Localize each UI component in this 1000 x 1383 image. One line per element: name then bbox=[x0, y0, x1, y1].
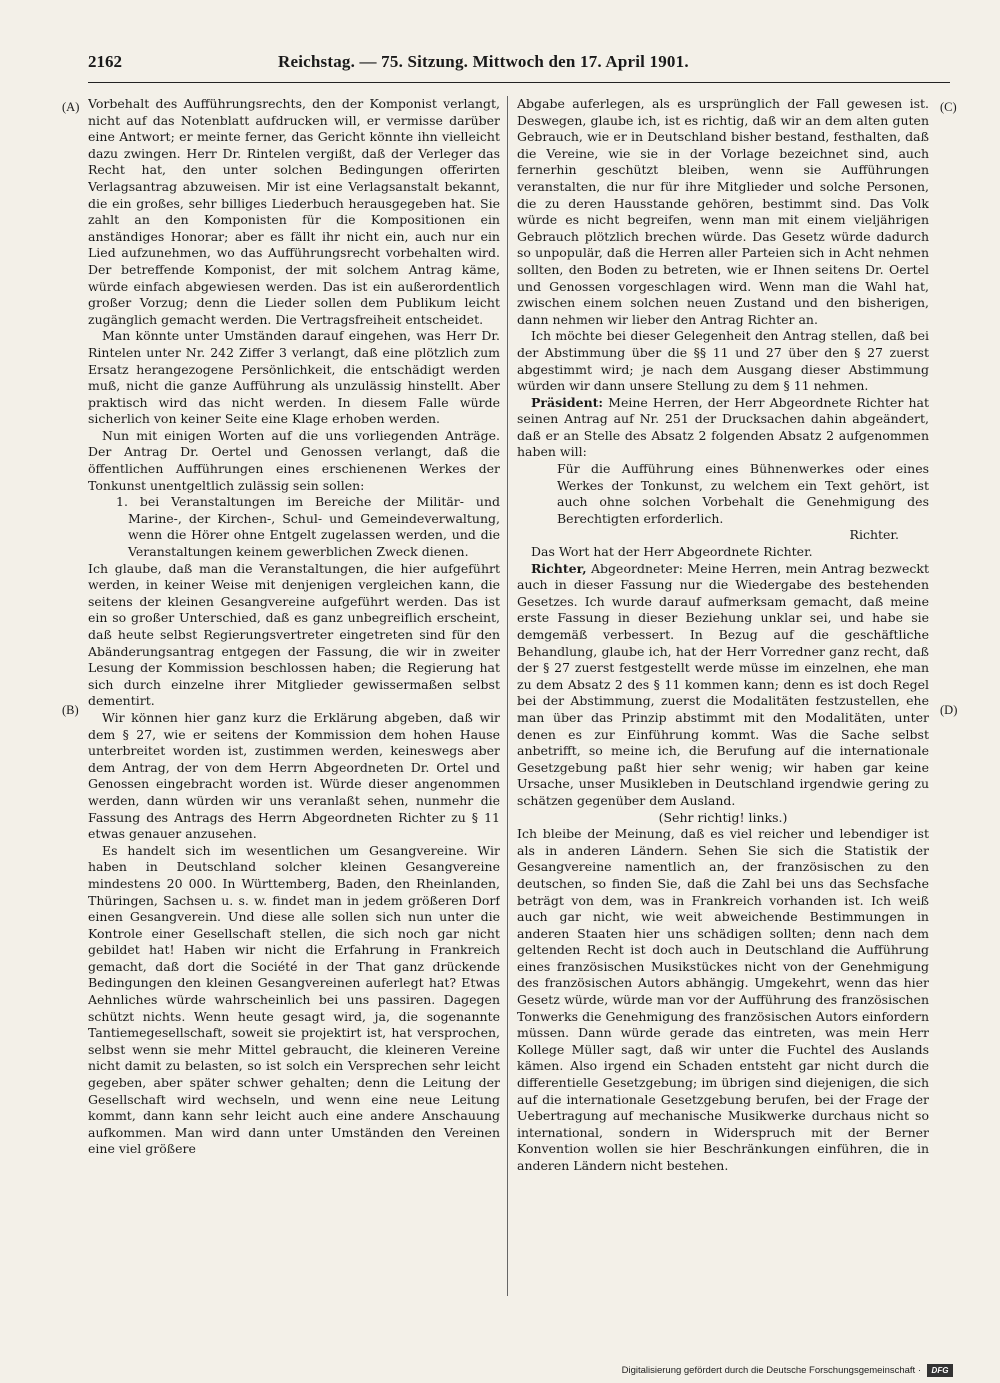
speaker-richter: Richter, bbox=[531, 560, 587, 576]
page-number: 2162 bbox=[88, 52, 122, 71]
president-statement bbox=[517, 395, 929, 461]
page-header bbox=[88, 52, 950, 83]
paragraph: Abgabe auferlegen, als es ursprünglich der Fall gewesen ist. Deswegen, glaube ich, ist es richtig, daß wir an dem alten guten Gebrauch, wie er in Deutschland bisher bestand, festhalten, daß die Vereine, wie sie in der Vorlage bezeichnet sind, auch fernerhin geschützt bleiben, wenn sie Aufführungen veranstalten, die nur für ihre Mitglieder und solche Personen, die zu deren Hausstande gehören, bestimmt sind. Das Volk würde es nicht begreifen, wenn man mit einem vieljährigen Gebrauch plötzlich brechen würde. Das Gesetz würde dadurch so unpopulär, daß die Herren aller Parteien sich in Acht nehmen sollten, den Boden zu betreten, wie er Ihnen seitens Dr. Oertel und Genossen vorgeschlagen wird. Wenn man die Wahl hat, zwischen einem solchen neuen Zustand und den bisherigen, dann nehmen wir lieber den Antrag Richter an. bbox=[517, 96, 929, 327]
paragraph: Vorbehalt des Aufführungsrechts, den der Komponist verlangt, nicht auf das Notenblatt aufdrucken will, er vermisse darüber eine Antwort; er meinte ferner, das Gericht könnte ihn vielleicht dazu zwingen. Herr Dr. Rintelen vergißt, daß der Verleger das Recht hat, den unter solchen Bedingungen offerirten Verlagsantrag abzuweisen. Mir ist eine Verlagsanstalt bekannt, die ein großes, sehr billiges Liederbuch herausgegeben hat. Sie zahlt an den Komponisten für die Kompositionen ein anständiges Honorar; aber es fällt ihr nicht ein, auch nur ein Lied aufzunehmen, wo das Aufführungsrecht vorbehalten wird. Der betreffende Komponist, der mit solchem Antrag käme, würde einfach abgewiesen werden. Das ist ein außerordentlich großer Vorzug; denn die Lieder sollen dem Publikum leicht zugänglich gemacht werden. Die Vertragsfreiheit entscheidet. bbox=[88, 96, 500, 327]
margin-marker-b: (B) bbox=[62, 703, 79, 717]
right-column bbox=[517, 96, 929, 1296]
margin-marker-d: (D) bbox=[940, 703, 958, 717]
paragraph: Man könnte unter Umständen darauf eingehen, was Herr Dr. Rintelen unter Nr. 242 Ziffer 3 verlangt, daß eine plötzlich zum Ersatz herangezogene Persönlichkeit, die entschädigt werden muß, nicht die ganze Aufführung als unzulässig hinstellt. Aber praktisch wird das nicht werden. In diesem Falle würde sicherlich von keiner Seite eine Klage erhoben werden. bbox=[88, 328, 500, 427]
dfg-logo-icon: DFG bbox=[927, 1364, 953, 1377]
paragraph: Wir können hier ganz kurz die Erklärung abgeben, daß wir dem § 27, wie er seitens der Kommission dem hohen Hause unterbreitet worden ist, zustimmen werden, keineswegs aber dem Antrag, der von dem Herrn Abgeordneten Dr. Ortel und Genossen eingebracht worden ist. Würde dieser angenommen werden, dann würden wir uns veranlaßt sehen, nunmehr die Fassung des Antrags des Herrn Abgeordneten Richter zu § 11 etwas genauer anzusehen. bbox=[88, 709, 500, 842]
footer-text: Digitalisierung gefördert durch die Deutsche Forschungsgemeinschaft · bbox=[621, 1364, 921, 1376]
paragraph: Nun mit einigen Worten auf die uns vorliegenden Anträge. Der Antrag Dr. Oertel und Genossen verlangt, daß die öffentlichen Aufführungen eines erschienenen Werkes der Tonkunst unentgeltlich zulässig sein sollen: bbox=[88, 427, 500, 493]
paragraph: Ich möchte bei dieser Gelegenheit den Antrag stellen, daß bei der Abstimmung über die §§ 11 und 27 über den § 27 zuerst abgestimmt wird; je nach dem Ausgang dieser Abstimmung würden wir dann unsere Stellung zu dem § 11 nehmen. bbox=[517, 328, 929, 394]
margin-marker-a: (A) bbox=[62, 100, 80, 114]
paragraph: Das Wort hat der Herr Abgeordnete Richter. bbox=[531, 544, 813, 560]
paragraph: Es handelt sich im wesentlichen um Gesangvereine. Wir haben in Deutschland solcher kleinen Gesangvereine mindestens 20 000. In Württemberg, Baden, den Rheinlanden, Thüringen, Sachsen u. s. w. findet man in jedem größeren Dorf einen Gesangverein. Und diese alle sollen sich nun unter die Kontrole einer Gesellschaft stellen, die sich noch gar nicht gebildet hat! Haben wir nicht die Erfahrung in Frankreich gemacht, daß dort die Société in der That ganz drückende Bedingungen den kleinen Gesangvereinen auferlegt hat? Etwas Aehnliches würde wahrscheinlich bei uns passiren. Dagegen schützt nichts. Wenn heute gesagt wird, ja, die sogenannte Tantiemegesellschaft, soweit sie projektirt ist, hat versprochen, selbst wenn sie mehr Mittel gebraucht, die kleineren Vereine nicht damit zu belasten, so ist solch ein Versprechen sehr leicht gegeben, aber später schwer gehalten; denn die Leitung der Gesellschaft wird wechseln, und wenn eine neue Leitung kommt, dann kann sehr leicht auch eine andere Anschauung aufkommen. Man wird dann unter Umständen den Vereinen eine viel größere bbox=[88, 842, 500, 1157]
paragraph: Ich glaube, daß man die Veranstaltungen, die hier aufgeführt werden, in keiner Weise mit denjenigen vergleichen kann, die seitens der kleinen Gesangvereine aufgeführt werden. Das ist ein so großer Unterschied, daß es ganz unbegreiflich erscheint, daß heute selbst Regierungsvertreter eingetreten sind für den Abänderungsantrag entgegen der Fassung, die wir in zweiter Lesung der Kommission beschlossen haben; die Regierung hat sich durch einzelne ihrer Mitglieder gewissermaßen selbst dementirt. bbox=[88, 560, 500, 709]
left-column bbox=[88, 96, 500, 1296]
richter-statement bbox=[517, 561, 929, 810]
column-divider bbox=[507, 96, 508, 1296]
statement-text: Meine Herren, der Herr Abgeordnete Richter hat seinen Antrag auf Nr. 251 der Drucksachen dahin abgeändert, daß er an Stelle des Absatz 2 folgenden Absatz 2 aufgenommen haben will: bbox=[517, 394, 929, 460]
running-head: Reichstag. — 75. Sitzung. Mittwoch den 17. April 1901. bbox=[278, 52, 689, 71]
margin-marker-c: (C) bbox=[940, 100, 957, 114]
speaker-president: Präsident: bbox=[531, 394, 604, 410]
statement-text: Abgeordneter: Meine Herren, mein Antrag bezweckt auch in dieser Fassung nur die Wiedergabe des bestehenden Gesetzes. Ich wurde darauf aufmerksam gemacht, daß meine erste Fassung in dieser Beziehung unklar sei, und habe sie demgemäß verbessert. In Bezug auf die geschäftliche Behandlung, glaube ich, hat der Herr Vorredner ganz recht, daß der § 27 zuerst festgestellt werde müsse im einzelnen, ehe man zu dem Absatz 2 des § 11 kommen kann; denn es ist doch Regel bei der Abstimmung, zuerst die Modalitäten festzustellen, ehe man über das Prinzip abstimmt mit den Modalitäten, unter denen es zur Einführung kommt. Was die Sache selbst anbetrifft, so meine ich, die Berufung auf die internationale Gesetzgebung paßt hier sehr wenig; wir haben gar keine Ursache, unser Musikleben in Deutschland irgendwie gering zu schätzen gegenüber dem Ausland. bbox=[517, 560, 929, 808]
footer-credit bbox=[618, 1362, 953, 1378]
list-item: 1. bei Veranstaltungen im Bereiche der Militär- und Marine-, der Kirchen-, Schul- und Gemeindeverwaltung, wenn die Hörer ohne Entgelt zugelassen werden, und die Veranstaltungen keinem gewerblichen Zweck dienen. bbox=[116, 494, 500, 560]
amendment-signature: Richter. bbox=[849, 527, 899, 543]
amendment-quote: Für die Aufführung eines Bühnenwerkes oder eines Werkes der Tonkunst, zu welchem ein Text gehört, ist auch ohne solchen Vorbehalt die Genehmigung des Berechtigten erforderlich. bbox=[557, 461, 929, 526]
paragraph: Ich bleibe der Meinung, daß es viel reicher und lebendiger ist als in anderen Ländern. Sehen Sie sich die Statistik der Gesangvereine namentlich an, der französischen zu den deutschen, so finden Sie, daß die Zahl bei uns das Sechsfache beträgt von dem, was in Frankreich vorhanden ist. Ich weiß auch gar nicht, wie weit abweichende Bestimmungen in anderen Staaten hier uns schädigen sollten; denn nach dem geltenden Recht ist doch auch in Deutschland die Aufführung eines französischen Musikstückes nicht von der Genehmigung des französischen Autors abhängig. Umgekehrt, wenn das hier Gesetz würde, würde man vor der Aufführung des französischen Tonwerks die Genehmigung des französischen Autors einfordern müssen. Dann würde gerade das eintreten, was mein Herr Kollege Müller sagt, daß wir unter die Fuchtel des Auslands kämen. Also irgend ein Schaden entsteht gar nicht durch die differentielle Gesetzgebung; im übrigen sind diejenigen, die sich auf die internationale Gesetzgebung berufen, bei der Frage der Uebertragung auf mechanische Musikwerke durchaus nicht so international, sondern in Widerspruch mit der Berner Konvention wollen sie hier Beschränkungen einführen, die in anderen Ländern nicht bestehen. bbox=[517, 826, 929, 1173]
interjection: (Sehr richtig! links.) bbox=[658, 809, 788, 825]
